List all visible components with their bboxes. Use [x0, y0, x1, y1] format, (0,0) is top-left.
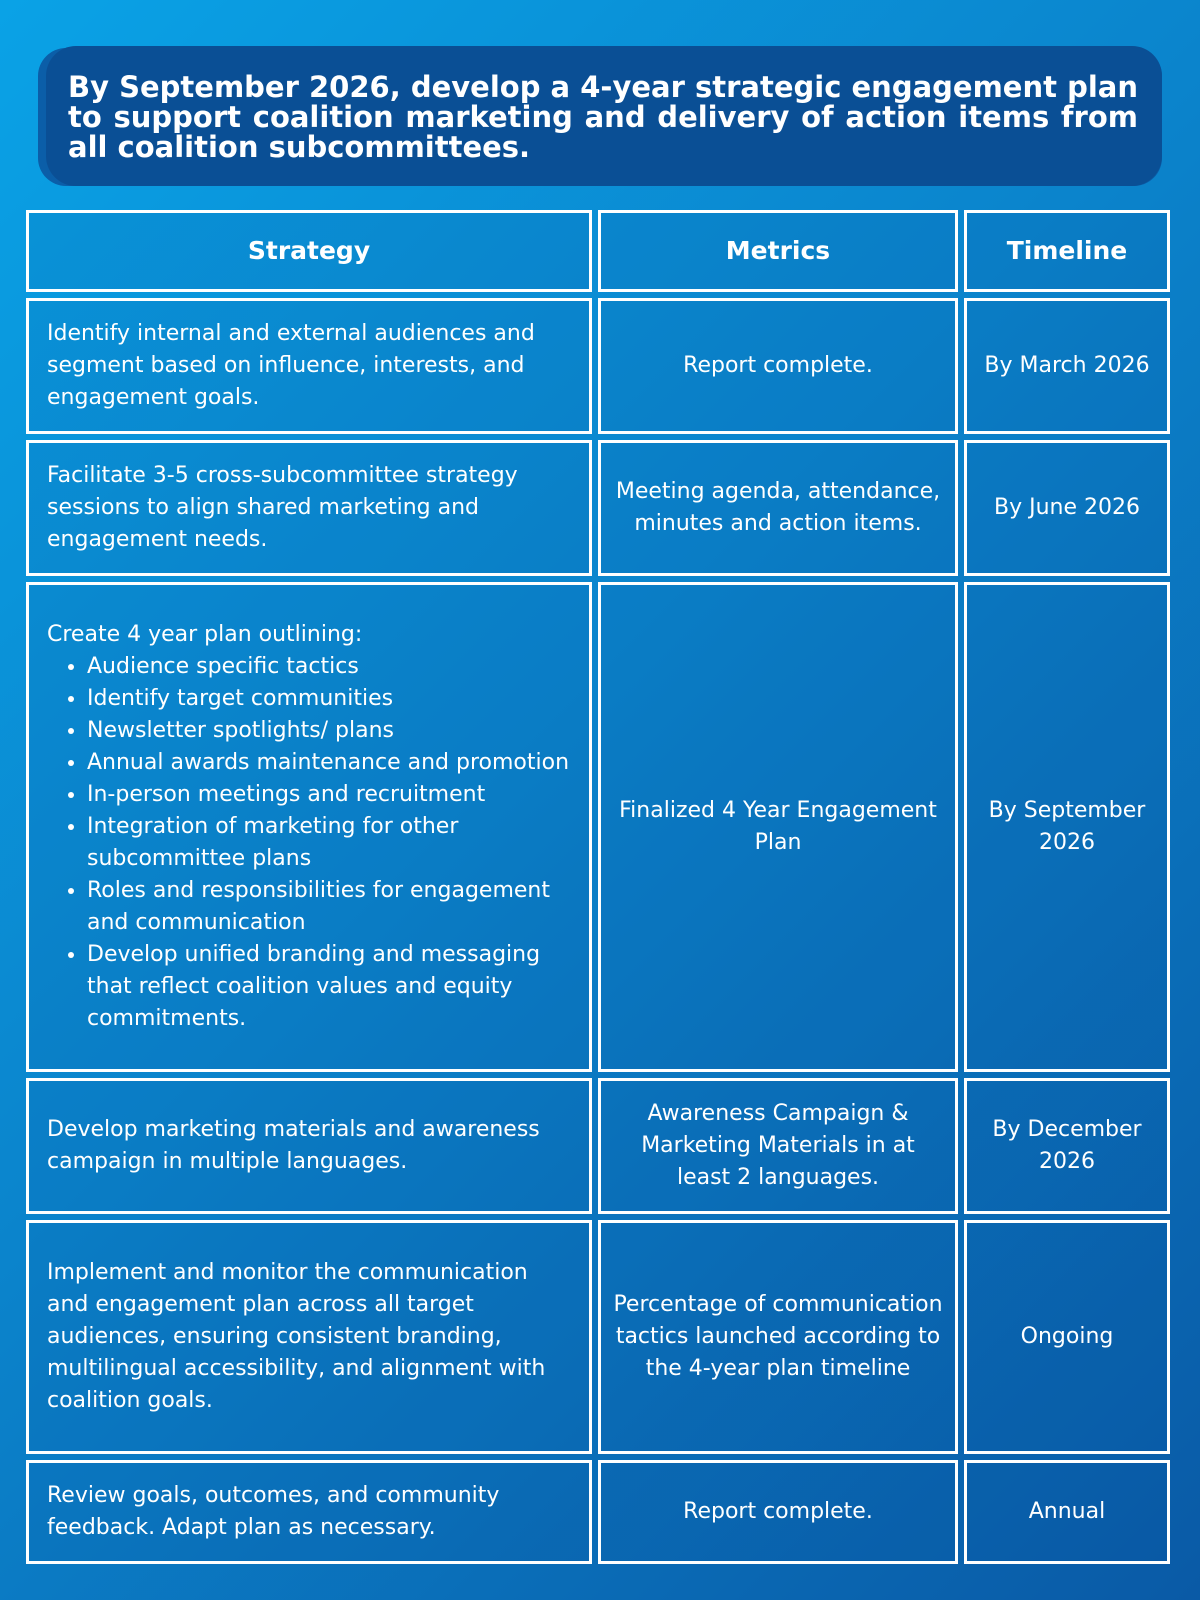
bullet-item: • Integration of marketing for other subcommittee plans	[87, 811, 571, 875]
row-3-strategy	[26, 582, 592, 1072]
bullet-item: • Audience specific tactics	[87, 651, 571, 683]
row-1-strategy: Identify internal and external audiences and segment based on influence, interests, and engagement goals.	[26, 298, 592, 434]
row-1-timeline: By March 2026	[964, 298, 1170, 434]
strategy-table	[26, 210, 1170, 1564]
header-strategy: Strategy	[26, 210, 592, 292]
row-5-strategy: Implement and monitor the communication and engagement plan across all target audiences, ensuring consistent branding, multilingual accessibility, and alignment with coalition goals.	[26, 1220, 592, 1454]
row-6-strategy: Review goals, outcomes, and community feedback. Adapt plan as necessary.	[26, 1460, 592, 1564]
bullet-item: • Newsletter spotlights/ plans	[87, 715, 571, 747]
row-6-metrics: Report complete.	[598, 1460, 958, 1564]
row-4-strategy: Develop marketing materials and awareness campaign in multiple languages.	[26, 1078, 592, 1214]
header-metrics: Metrics	[598, 210, 958, 292]
row-3-strategy-content	[47, 619, 571, 1035]
goal-statement: By September 2026, develop a 4-year strategic engagement plan to support coalition marketing and delivery of action items from all coalition subcommittees.	[68, 70, 1138, 164]
row-4-metrics: Awareness Campaign & Marketing Materials in at least 2 languages.	[598, 1078, 958, 1214]
row-5-timeline: Ongoing	[964, 1220, 1170, 1454]
row-2-metrics: Meeting agenda, attendance, minutes and action items.	[598, 440, 958, 576]
row-3-strategy-intro: Create 4 year plan outlining:	[47, 622, 363, 647]
row-6-timeline: Annual	[964, 1460, 1170, 1564]
row-2-timeline: By June 2026	[964, 440, 1170, 576]
row-1-metrics: Report complete.	[598, 298, 958, 434]
row-3-timeline: By September 2026	[964, 582, 1170, 1072]
bullet-item: • Identify target communities	[87, 683, 571, 715]
bullet-item: • Roles and responsibilities for engagement and communication	[87, 875, 571, 939]
row-3-metrics: Finalized 4 Year Engagement Plan	[598, 582, 958, 1072]
bullet-item: • Develop unified branding and messaging that reflect coalition values and equity commitments.	[87, 939, 571, 1035]
row-4-timeline: By December 2026	[964, 1078, 1170, 1214]
row-5-metrics: Percentage of communication tactics launched according to the 4-year plan timeline	[598, 1220, 958, 1454]
bullet-item: • Annual awards maintenance and promotion	[87, 747, 571, 779]
row-2-strategy: Facilitate 3-5 cross-subcommittee strategy sessions to align shared marketing and engagement needs.	[26, 440, 592, 576]
row-3-bullet-list	[47, 651, 571, 1035]
bullet-item: • In-person meetings and recruitment	[87, 779, 571, 811]
header-timeline: Timeline	[964, 210, 1170, 292]
